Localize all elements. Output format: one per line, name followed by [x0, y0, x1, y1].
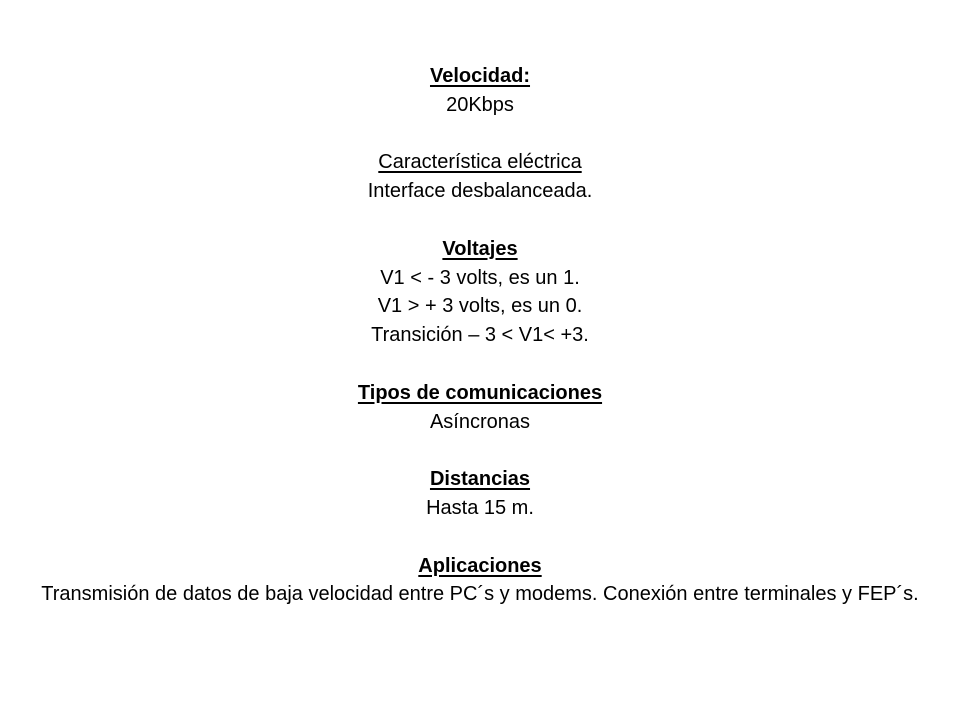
section-voltajes [40, 235, 920, 350]
text-asincronas: Asíncronas [429, 410, 531, 433]
text-voltaje-0: V1 > + 3 volts, es un 0. [377, 295, 583, 318]
heading-tipos-comunicaciones: Tipos de comunicaciones [357, 381, 603, 404]
heading-caracteristica-electrica: Característica eléctrica [378, 151, 582, 174]
text-distancia-value: Hasta 15 m. [426, 496, 534, 519]
slide-body [40, 62, 920, 609]
section-distancias [40, 465, 920, 523]
section-aplicaciones [40, 552, 920, 610]
text-transicion: Transición – 3 < V1< +3. [371, 324, 589, 347]
text-velocidad-value: 20Kbps [446, 93, 514, 116]
section-caracteristica-electrica [40, 148, 920, 206]
text-interface: Interface desbalanceada. [367, 180, 593, 203]
heading-velocidad: Velocidad: [429, 65, 531, 87]
heading-aplicaciones: Aplicaciones [418, 554, 542, 577]
text-voltaje-1: V1 < - 3 volts, es un 1. [380, 266, 580, 289]
text-aplicaciones: Transmisión de datos de baja velocidad entre PC´s y modems. Conexión entre terminales y FEP´s. [41, 583, 919, 606]
heading-voltajes: Voltajes [442, 237, 518, 260]
section-tipos-comunicaciones [40, 379, 920, 437]
section-velocidad [40, 62, 920, 120]
heading-distancias: Distancias [429, 468, 531, 491]
